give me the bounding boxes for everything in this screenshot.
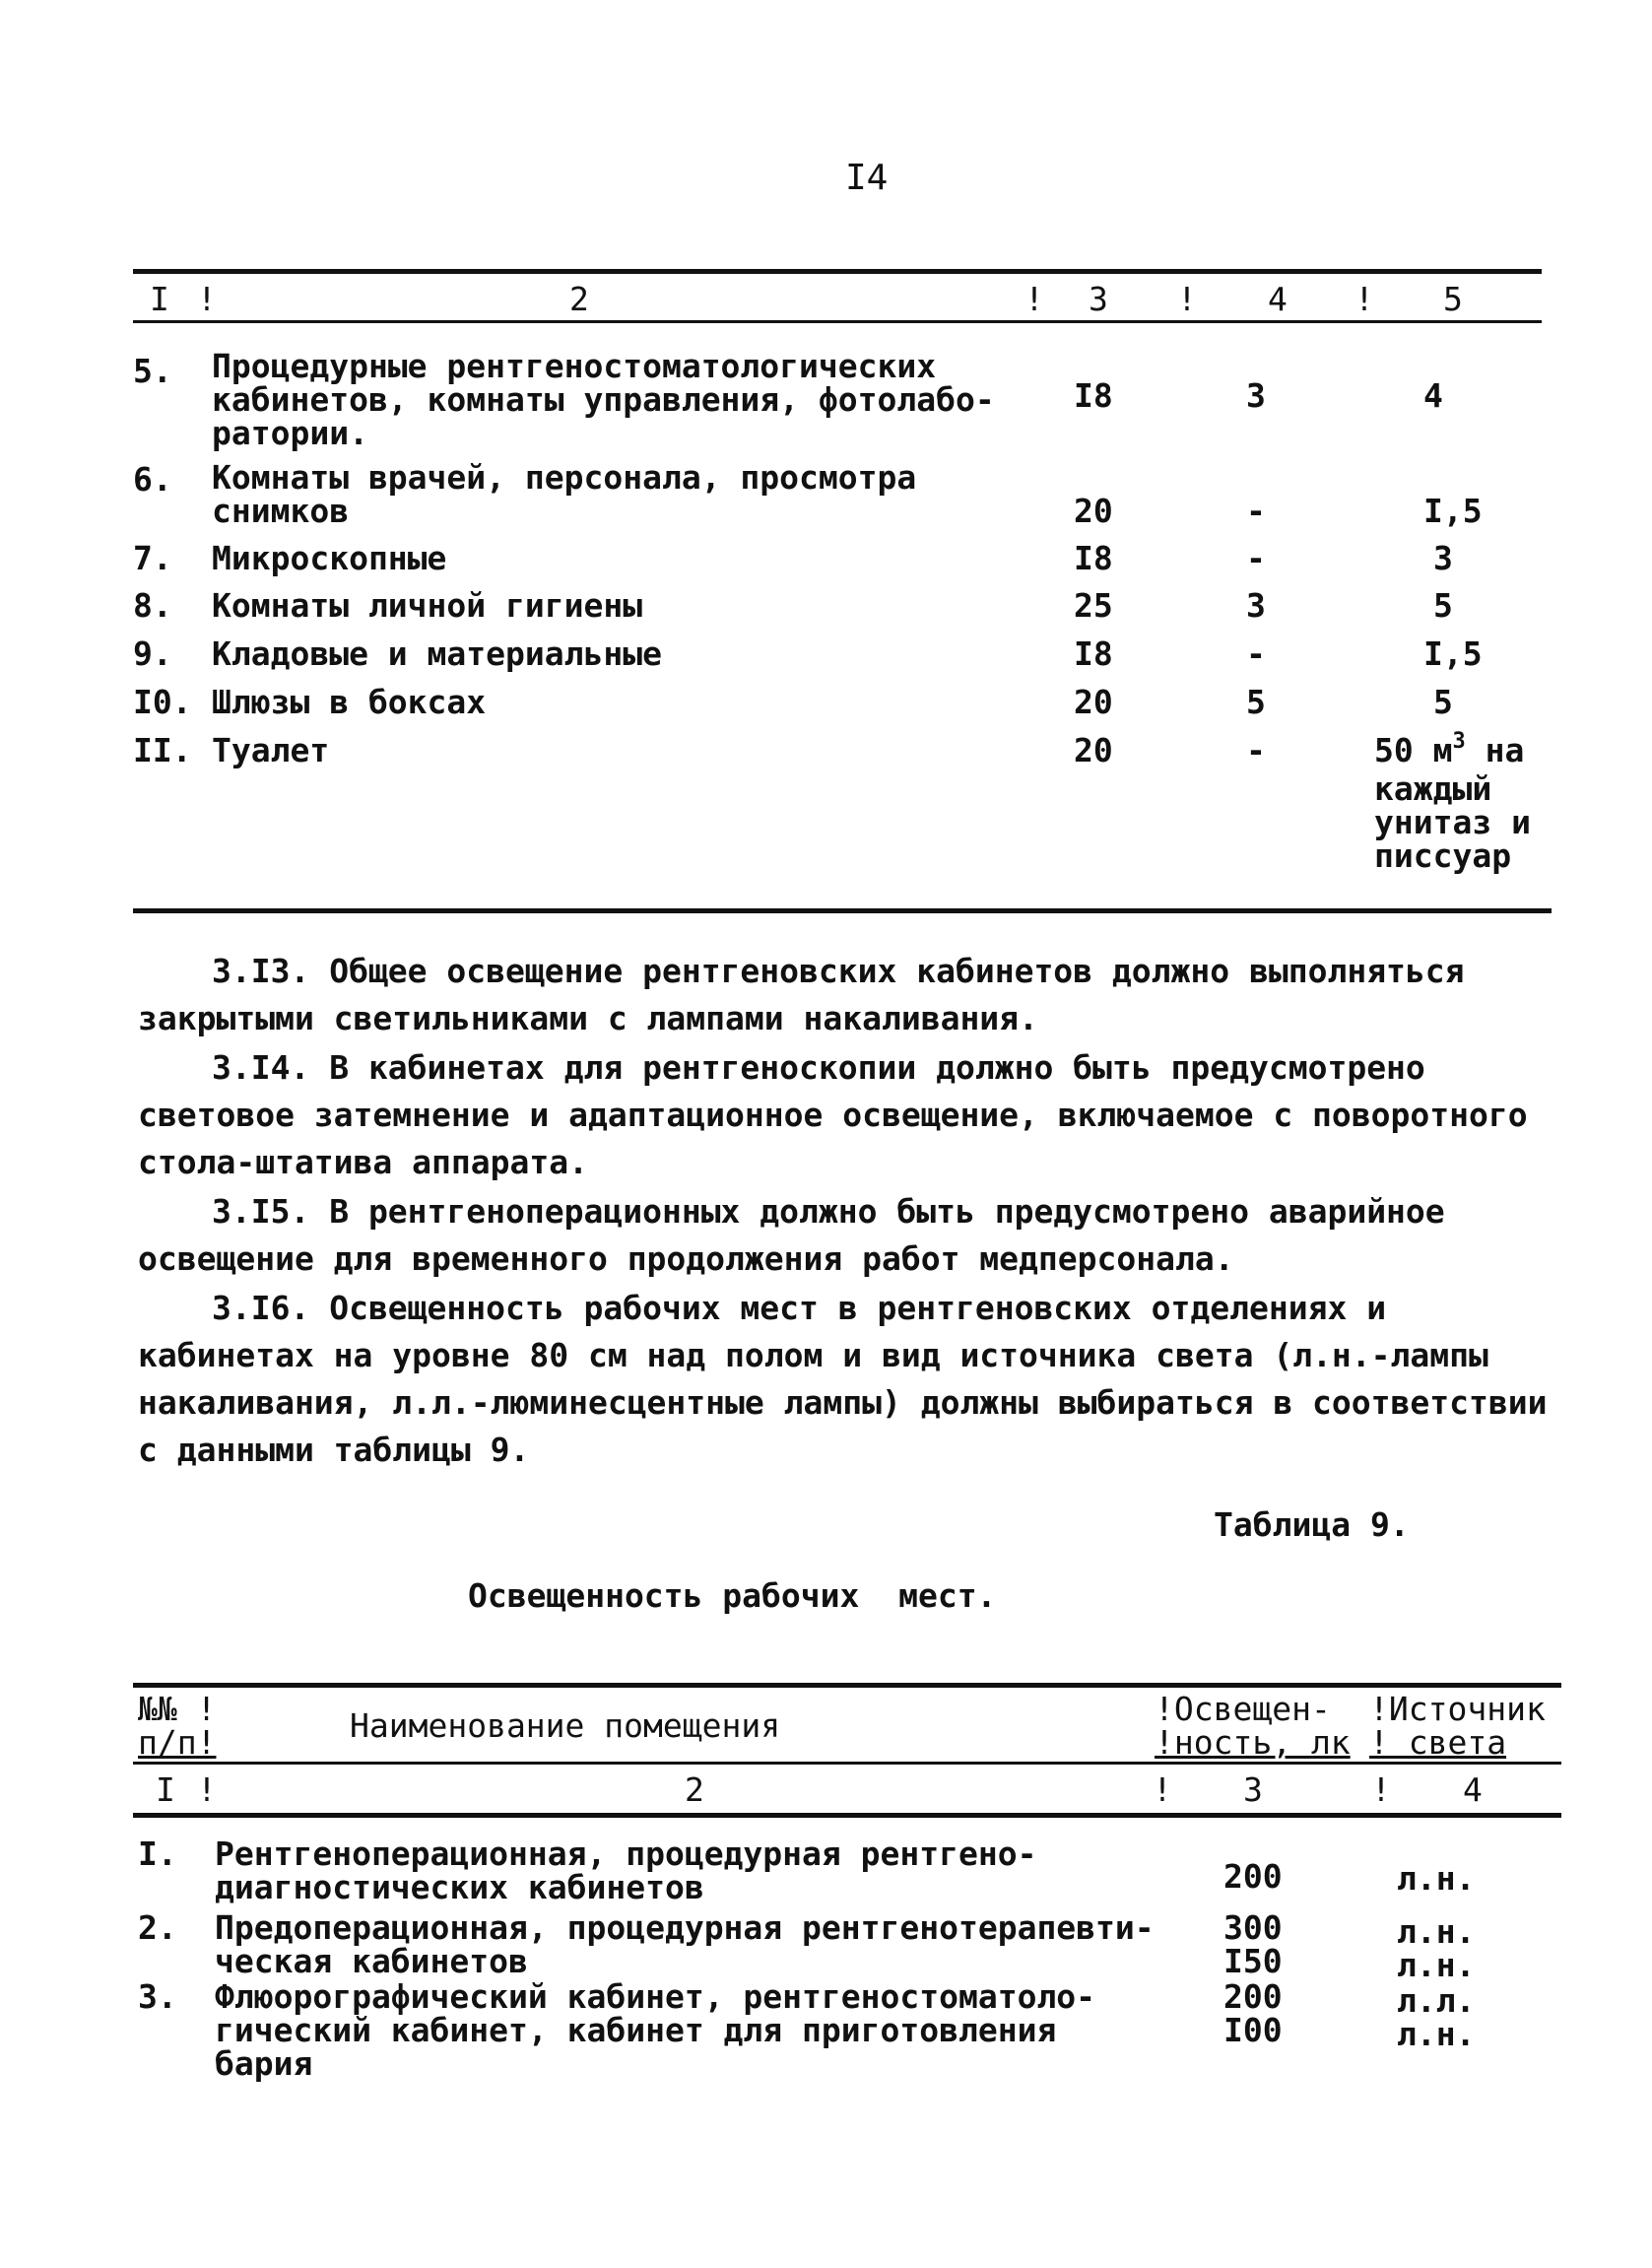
table9-col2-header: Наименование помещения	[350, 1706, 781, 1745]
col-separator: !	[1355, 280, 1374, 318]
col-1-number: I	[156, 1770, 175, 1809]
row-name: Рентгеноперационная, процедурная рентгено- диагностических кабинетов	[215, 1834, 1037, 1906]
col-1-number: I	[150, 280, 169, 318]
col-separator: !	[1024, 280, 1044, 318]
row-col3: 20	[1074, 492, 1113, 530]
table-top-bottom-rule	[133, 908, 1552, 913]
row-number: II.	[133, 731, 192, 769]
paragraph-3-14-line3: стола-штатива аппарата.	[138, 1143, 588, 1181]
row-col3: 25	[1074, 586, 1113, 625]
row-col3: 20	[1074, 731, 1113, 769]
row-col4: 3	[1246, 586, 1266, 625]
col-4-number: 4	[1463, 1770, 1483, 1809]
table9-numbering-rule	[133, 1813, 1561, 1818]
row-number: 9.	[133, 634, 172, 673]
table9-col1-header: №№ ! п/п!	[138, 1690, 217, 1762]
col-2-number: 2	[685, 1770, 704, 1809]
row-number: I0.	[133, 683, 192, 721]
row-name: Процедурные рентгеностоматологических кабинетов, комнаты управления, фотолабо- ратории.	[212, 347, 995, 452]
row-number: 8.	[133, 586, 172, 625]
table9-title: Освещенность рабочих мест.	[468, 1576, 997, 1615]
col-5-number: 5	[1443, 280, 1463, 318]
table-top-rule	[133, 269, 1542, 274]
row-col4: -	[1246, 492, 1266, 530]
row-col4: -	[1246, 539, 1266, 577]
col-4-number: 4	[1268, 280, 1288, 318]
row-col3: I8	[1074, 376, 1113, 415]
row-number: I.	[138, 1834, 177, 1873]
col-separator: !	[1153, 1770, 1172, 1809]
row-number: 7.	[133, 539, 172, 577]
page-number: I4	[845, 158, 889, 198]
col-3-number: 3	[1089, 280, 1108, 318]
row-source: л.н.	[1397, 1859, 1476, 1898]
paragraph-3-16-line4: с данными таблицы 9.	[138, 1431, 530, 1469]
row-col4: 3	[1246, 376, 1266, 415]
row-col5: 4	[1423, 376, 1443, 415]
row-col5: I,5	[1423, 492, 1483, 530]
row-number: 5.	[133, 352, 172, 390]
row-col5: 5	[1433, 683, 1453, 721]
col-separator: !	[1371, 1770, 1391, 1809]
table9-col3-header: !Освещен- !ность, лк	[1155, 1690, 1351, 1762]
paragraph-3-14-line2: световое затемнение и адаптационное освещение, включаемое с поворотного	[138, 1096, 1528, 1134]
row-name: Шлюзы в боксах	[212, 683, 487, 721]
paragraph-3-14-line1: 3.I4. В кабинетах для рентгеноскопии должно быть предусмотрено	[212, 1048, 1425, 1087]
row-name: Флюорографический кабинет, рентгеностоматоло- гический кабинет, кабинет для приготовления бария	[215, 1977, 1096, 2083]
row-name: Микроскопные	[212, 539, 447, 577]
row-col3: I8	[1074, 634, 1113, 673]
row-lux: 200 I00	[1223, 1977, 1283, 2049]
row-name: Комнаты личной гигиены	[212, 586, 643, 625]
paragraph-3-13-line1: 3.I3. Общее освещение рентгеновских кабинетов должно выполняться	[212, 952, 1465, 990]
col-2-number: 2	[569, 280, 589, 318]
row-col4: -	[1246, 634, 1266, 673]
table9-label: Таблица 9.	[1214, 1505, 1410, 1544]
row-name: Предоперационная, процедурная рентгенотерапевти- ческая кабинетов	[215, 1908, 1155, 1980]
paragraph-3-13-line2: закрытыми светильниками с лампами накаливания.	[138, 999, 1038, 1037]
row-col5: 3	[1433, 539, 1453, 577]
paragraph-3-16-line3: накаливания, л.л.-люминесцентные лампы) должны выбираться в соответствии	[138, 1383, 1548, 1422]
paragraph-3-16-line1: 3.I6. Освещенность рабочих мест в рентгеновских отделениях и	[212, 1289, 1387, 1327]
row-number: 3.	[138, 1977, 177, 2016]
row-name: Туалет	[212, 731, 330, 769]
row-name: Кладовые и материальные	[212, 634, 662, 673]
row-source: л.л. л.н.	[1397, 1981, 1476, 2053]
row-col3: 20	[1074, 683, 1113, 721]
row-col3: I8	[1074, 539, 1113, 577]
col-separator: !	[197, 1770, 217, 1809]
row-col5: I,5	[1423, 634, 1483, 673]
row-col5: 5	[1433, 586, 1453, 625]
table9-header-rule	[133, 1762, 1561, 1765]
row-lux: 200	[1223, 1857, 1283, 1896]
row-name: Комнаты врачей, персонала, просмотра снимков	[212, 458, 917, 530]
row-number: 6.	[133, 460, 172, 499]
row-col5: 50 $м^3$ на каждый унитаз и писсуар	[1374, 729, 1531, 875]
paragraph-3-15-line1: 3.I5. В рентгеноперационных должно быть предусмотрено аварийное	[212, 1192, 1445, 1231]
table9-col4-header: !Источник ! света	[1369, 1690, 1546, 1762]
row-source: л.н. л.н.	[1397, 1912, 1476, 1984]
row-lux: 300 I50	[1223, 1908, 1283, 1980]
row-number: 2.	[138, 1908, 177, 1947]
table9-top-rule	[133, 1683, 1561, 1688]
paragraph-3-15-line2: освещение для временного продолжения работ медперсонала.	[138, 1239, 1234, 1278]
paragraph-3-16-line2: кабинетах на уровне 80 см над полом и вид источника света (л.н.-лампы	[138, 1336, 1488, 1374]
col-separator: !	[197, 280, 217, 318]
row-col4: 5	[1246, 683, 1266, 721]
col-separator: !	[1177, 280, 1197, 318]
table-top-header-rule	[133, 320, 1542, 323]
col-3-number: 3	[1243, 1770, 1263, 1809]
row-col4: -	[1246, 731, 1266, 769]
